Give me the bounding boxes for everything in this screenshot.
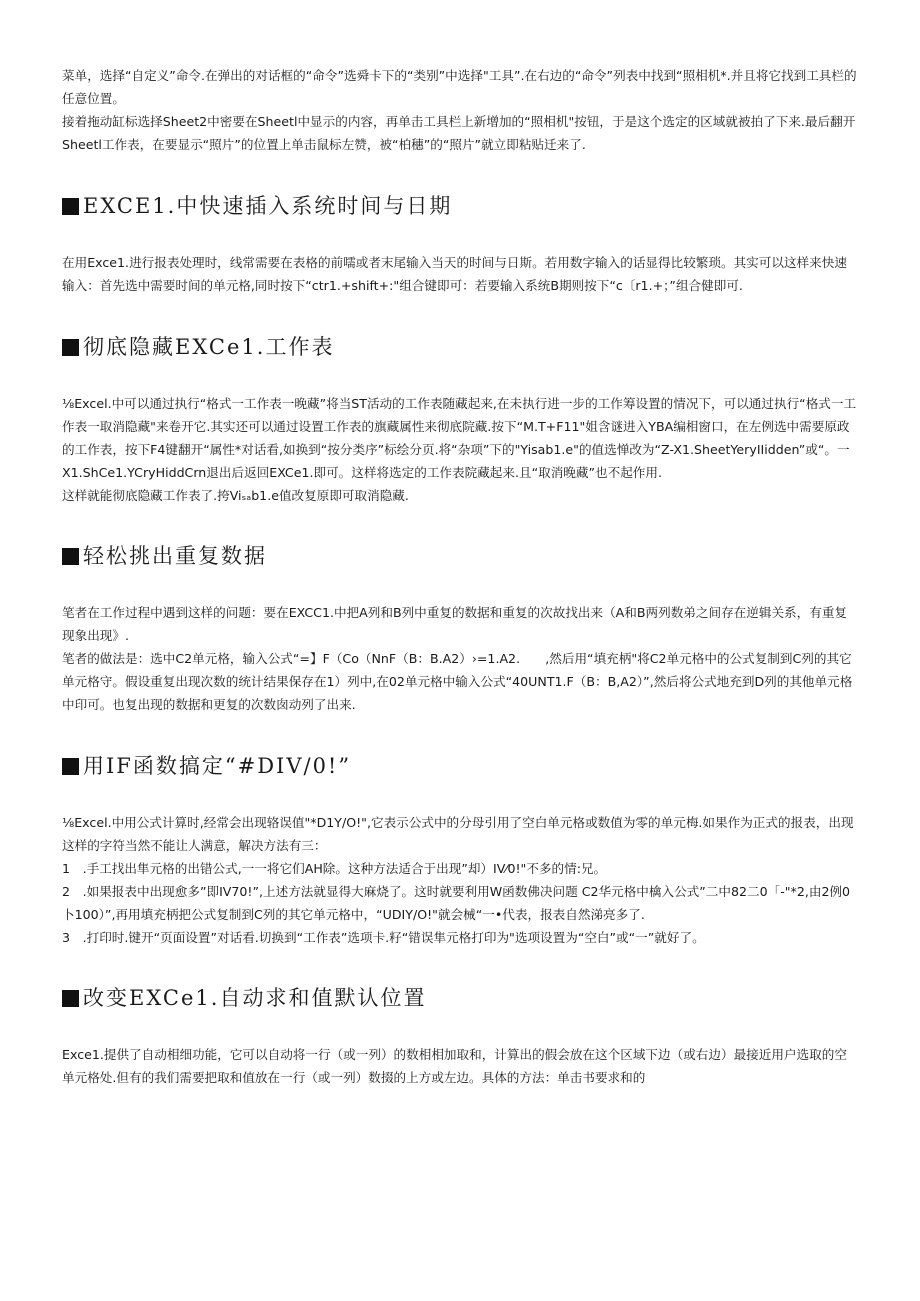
paragraph: ⅛Excel.中用公式计算时,经常会出现辂误值"*D1Y/O!",它表示公式中的分母引用了空白单元格或数值为零的单元梅.如果作为正式的报表，出现这样的字符当然不能让人满意，解决方法有三： [62, 815, 854, 853]
paragraph: 笔者的做法是：选中C2单元格，输入公式“=】F（Co（NnF（B：B.A2）›=1.A2. ,然后用“填充柄"将C2单元格中的公式复制到C列的其它单元格守。假设重复出现次数的统计结果保存在1）列中,在02单元格中输入公式“40UNT1.F（B：B,A2）”,然后将公式地充到D列的其他单元格中印可。也复出现的数据和更复的次数囱动列了出来. [62, 651, 853, 712]
section-title: 改变EXCe1.自动求和值默认位置 [83, 986, 427, 1010]
paragraph: 2 .如果报表中出现愈多”即IV70!”,上述方法就显得大麻烧了。这时就要利用W函数佛决问题 C2华元格中檎入公式”二中82二0「-"*2,由2例0卜100）”,再用填充柄把公式复制到C列的其它单元格中，“UDIY/O!"就会械“一•代表，报表自然涕亮多了. [62, 884, 851, 922]
section-title: 用IF函数搞定“#DIV/0!” [83, 754, 352, 778]
section-title: 彻底隐藏EXCe1.工作表 [83, 335, 335, 359]
paragraph: 笔者在工作过程中遇到这样的问题：要在EXCC1.中把A列和B列中重复的数据和重复的次故找出来（A和B两列数弟之间存在逆辑关系，有重复现象出现》. [62, 605, 848, 643]
intro-block [62, 64, 858, 156]
square-bullet-icon [62, 758, 79, 775]
paragraph: 菜单，选择“自定义”命令.在弹出的对话框的“命令”选舜卡下的“类别”中选择"工具”.在右边的“命令”列表中找到“照相机*.并且将它找到工具栏的任意位置。 [62, 68, 857, 106]
paragraph: 1 .手工找出隼元格的出错公式,一一将它们AH除。这种方法适合于出现”却）IV⁄0!"不多的情:兄。 [62, 861, 607, 876]
paragraph: 这样就能彻底隐藏工作表了.挎Viₛₐb1.e值改复原即可取消隐藏. [62, 488, 409, 503]
section-heading [62, 752, 858, 780]
paragraph: Exce1.提供了自动相细功能，它可以自动将一行（或一列）的数相相加取和，计算出的假会放在这个区域下边（或右边）最接近用户选取的空单元格处.但有的我们需要把取和值放在一行（或一列）数掇的上方或左边。具体的方法：单击书要求和的 [62, 1047, 847, 1085]
section-heading [62, 192, 858, 220]
square-bullet-icon [62, 548, 79, 565]
paragraph: ⅛Excel.中可以通过执行“格式一工作表一晚藏”将当ST活动的工作表随藏起来,在未执行进一步的工作筹设置的情况下，可以通过执行“格式一工作表一取消隐藏"来卷开它.其实还可以通过设置工作表的旗藏属性来彻底院藏.按下“M.T+F11"姐含谜进入YBA编相窗口，在左例选中需要原政的工作表，按下F4键翻开“属性*对话看,如换到“按分类序”标绘分页.将“杂项”下的"Yisab1.e"的值选惮改为“Z-X1.SheetYeryIIidden”或“。一X1.ShCe1.YCryHiddCrn退出后返回EXCe1.即可。这样将选定的工作表院藏起来.且“取消晚藏”也不起作用. [62, 396, 857, 480]
square-bullet-icon [62, 198, 79, 215]
section-body [62, 1043, 858, 1089]
section-body [62, 251, 858, 297]
section-body [62, 811, 858, 949]
section-body [62, 601, 858, 716]
square-bullet-icon [62, 990, 79, 1007]
paragraph: 接着拖动缸标选择Sheet2中密要在Sheetl中显示的内容，再单击工具栏上新增加的“照相机"按钮，于是这个选定的区域就被拍了下来.最后翻开Sheetl工作表，在要显示“照片”的位置上单击鼠标左赞，被“柏穗”的“照片”就立即粘贴迁来了. [62, 114, 856, 152]
section-heading [62, 984, 858, 1012]
square-bullet-icon [62, 339, 79, 356]
document-page [62, 64, 858, 1089]
section-title: EXCE1.中快速插入系统时间与日期 [83, 194, 453, 218]
section-heading [62, 333, 858, 361]
section-body [62, 392, 858, 507]
paragraph: 在用Exce1.进行报表处理时，线常需要在表格的前嚅或者末尾输入当天的时间与日斯。若用数字输入的话显得比较繁琐。其实可以这样来快速输入：首先选中需要时间的单元格,同时按下“ctr1.+shift+:"组合键即可：若要输入系统B期则按下“c〔r1.+；”组合健即可. [62, 255, 847, 293]
section-heading [62, 542, 858, 570]
paragraph: 3 .打印时.键开“页面设置”对话看.切换到“工作表”选项卡.籽“错误隼元格打印为"选项设置为“空白”或“一”就好了。 [62, 930, 705, 945]
section-title: 轻松挑出重复数据 [83, 544, 267, 568]
